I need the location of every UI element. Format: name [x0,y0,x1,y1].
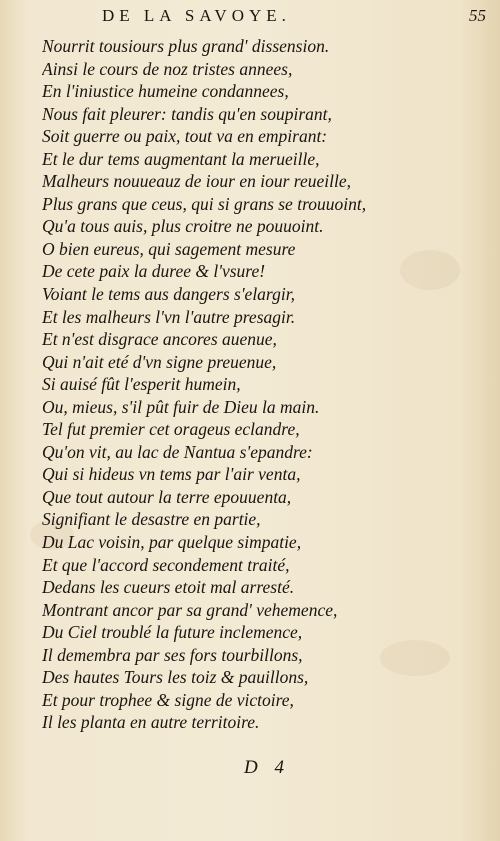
verse-line: Voiant le tems aus dangers s'elargir, [42,284,295,305]
verse-line: Nourrit tousiours plus grand' dissension. [42,36,330,56]
verse-line: Du Ciel troublé la future inclemence, [42,622,303,643]
running-head: DE LA SAVOYE. [102,6,291,25]
verse-line: Ou, mieus, s'il pût fuir de Dieu la main. [42,396,320,417]
verse-line: Et n'est disgrace ancores auenue, [42,329,277,350]
verse-line: Tel fut premier cet orageus eclandre, [42,419,300,440]
verse-line: O bien eureus, qui sagement mesure [42,238,296,259]
verse-line: Du Lac voisin, par quelque simpatie, [42,532,302,553]
verse-line: De cete paix la duree & l'vsure! [42,261,266,282]
verse-line: Des hautes Tours les toiz & pauillons, [42,667,309,688]
verse-line: Malheurs nouueauz de iour en iour reueille, [42,171,351,192]
verse-line: Qu'a tous auis, plus croitre ne pouuoint. [42,216,324,237]
verse-line: Signifiant le desastre en partie, [42,509,261,530]
verse-line: Si auisé fût l'esperit humein, [42,374,241,395]
verse-line: En l'iniustice humeine condannees, [42,81,289,102]
verse-line: Soit guerre ou paix, tout va en empirant: [42,126,328,147]
verse-line: Et le dur tems augmentant la merueille, [42,148,320,169]
verse-line: Dedans les cueurs etoit mal arresté. [42,577,295,598]
verse-text [42,35,482,734]
verse-line: Il les planta en autre territoire. [42,712,260,733]
verse-line: Et les malheurs l'vn l'autre presagir. [42,306,296,327]
page-number: 55 [469,6,486,25]
verse-line: Qu'on vit, au lac de Nantua s'epandre: [42,441,313,462]
verse-line: Et pour trophee & signe de victoire, [42,689,294,710]
verse-line: Qui si hideus vn tems par l'air venta, [42,464,301,485]
verse-line: Et que l'accord secondement traité, [42,554,290,575]
verse-line: Ainsi le cours de noz tristes annees, [42,58,293,79]
verse-line: Il demembra par ses fors tourbillons, [42,644,303,665]
verse-line: Montrant ancor par sa grand' vehemence, [42,599,338,620]
page-header [0,6,500,30]
verse-line: Qui n'ait eté d'vn signe preuenue, [42,351,277,372]
signature-mark: D 4 [244,757,290,778]
verse-line: Plus grans que ceus, qui si grans se trouuoint, [42,193,367,214]
verse-line: Nous fait pleurer: tandis qu'en soupirant, [42,103,332,124]
verse-line: Que tout autour la terre epouuenta, [42,486,292,507]
